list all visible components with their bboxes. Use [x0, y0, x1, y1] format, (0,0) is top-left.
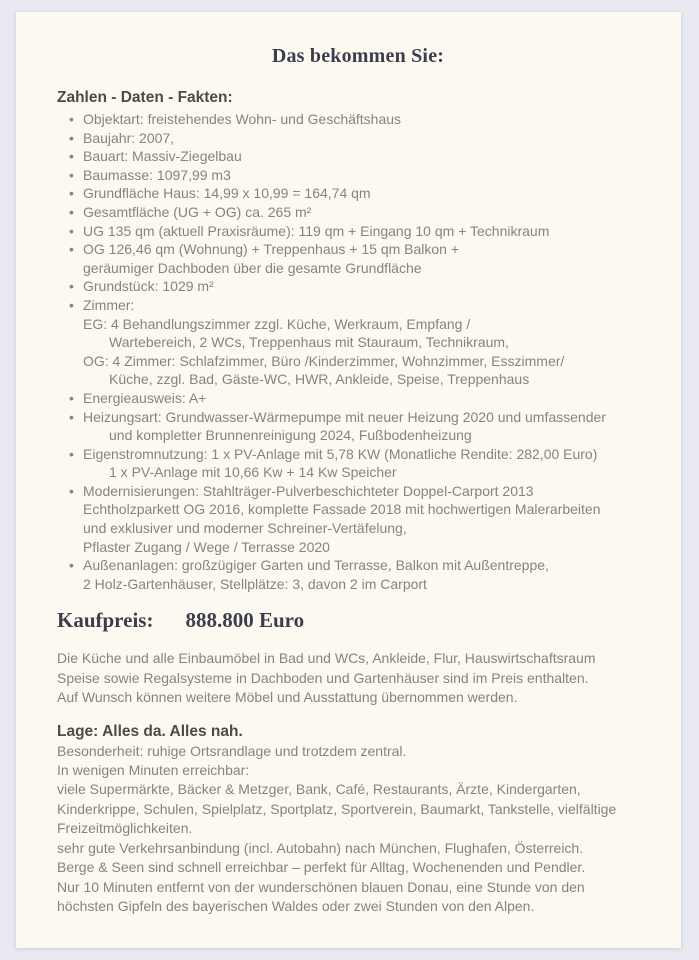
fact-line: Pflaster Zugang / Wege / Terrasse 2020	[83, 538, 330, 555]
location-heading: Lage: Alles da. Alles nah.	[57, 722, 243, 740]
included-line: Die Küche und alle Einbaumöbel in Bad und WCs, Ankleide, Flur, Hauswirtschaftsraum	[57, 650, 596, 667]
fact-line: • Bauart: Massiv-Ziegelbau	[57, 147, 659, 166]
fact-line: • Außenanlagen: großzügiger Garten und Terrasse, Balkon mit Außentreppe,	[57, 556, 659, 575]
fact-item	[57, 296, 659, 389]
page-title: Das bekommen Sie:	[271, 45, 445, 67]
fact-item	[57, 166, 659, 185]
fact-line: • UG 135 qm (aktuell Praxisräume): 119 qm + Eingang 10 qm + Technikraum	[57, 222, 659, 241]
fact-item	[57, 482, 659, 556]
fact-line: OG: 4 Zimmer: Schlafzimmer, Büro /Kinderzimmer, Wohnzimmer, Esszimmer/	[83, 352, 565, 369]
included-paragraph	[57, 649, 659, 707]
fact-line: Echtholzparkett OG 2016, komplette Fassade 2018 mit hochwertigen Malerarbeiten	[83, 501, 601, 518]
location-line: Freizeitmöglichkeiten.	[57, 820, 193, 837]
fact-line: • Zimmer:	[57, 296, 659, 315]
fact-item	[57, 389, 659, 408]
document-card	[16, 12, 681, 948]
location-line: Besonderheit: ruhige Ortsrandlage und trotzdem zentral.	[57, 742, 407, 759]
fact-line: • Baujahr: 2007,	[57, 129, 659, 148]
location-line: Berge & Seen sind schnell erreichbar – perfekt für Alltag, Wochenenden und Pendler.	[57, 859, 586, 876]
fact-line: Küche, zzgl. Bad, Gäste-WC, HWR, Ankleide, Speise, Treppenhaus	[109, 371, 530, 388]
fact-item	[57, 556, 659, 593]
fact-line: und kompletter Brunnenreinigung 2024, Fußbodenheizung	[109, 427, 472, 444]
fact-item	[57, 408, 659, 445]
fact-item	[57, 277, 659, 296]
fact-line: • OG 126,46 qm (Wohnung) + Treppenhaus + 15 qm Balkon +	[57, 240, 659, 259]
fact-item	[57, 445, 659, 482]
location-line: sehr gute Verkehrsanbindung (incl. Autobahn) nach München, Flughafen, Österreich.	[57, 839, 584, 856]
fact-line: geräumiger Dachboden über die gesamte Grundfläche	[83, 259, 422, 276]
fact-item	[57, 203, 659, 222]
fact-line: • Eigenstromnutzung: 1 x PV-Anlage mit 5,78 KW (Monatliche Rendite: 282,00 Euro)	[57, 445, 659, 464]
included-line: Auf Wunsch können weitere Möbel und Ausstattung übernommen werden.	[57, 689, 518, 706]
location-line: Nur 10 Minuten entfernt von der wunderschönen blauen Donau, eine Stunde von den	[57, 878, 585, 895]
price-row	[57, 607, 659, 633]
fact-line: • Modernisierungen: Stahlträger-Pulverbeschichteter Doppel-Carport 2013	[57, 482, 659, 501]
facts-heading: Zahlen - Daten - Fakten:	[57, 89, 233, 106]
fact-item	[57, 147, 659, 166]
fact-line: • Grundstück: 1029 m²	[57, 277, 659, 296]
price-label: Kaufpreis:	[57, 608, 154, 633]
facts-list	[57, 110, 659, 593]
fact-line: • Energieausweis: A+	[57, 389, 659, 408]
fact-line: und exklusiver und moderner Schreiner-Vertäfelung,	[83, 520, 407, 537]
location-line: viele Supermärkte, Bäcker & Metzger, Bank, Café, Restaurants, Ärzte, Kindergarten,	[57, 781, 581, 798]
fact-line: EG: 4 Behandlungszimmer zzgl. Küche, Werkraum, Empfang /	[83, 315, 471, 332]
fact-line: 2 Holz-Gartenhäuser, Stellplätze: 3, davon 2 im Carport	[83, 575, 427, 592]
fact-line: • Grundfläche Haus: 14,99 x 10,99 = 164,74 qm	[57, 184, 659, 203]
location-line: Kinderkrippe, Schulen, Spielplatz, Sportplatz, Sportverein, Baumarkt, Tankstelle, vielfältige	[57, 800, 617, 817]
fact-item	[57, 129, 659, 148]
location-paragraph	[57, 742, 659, 917]
fact-line: • Gesamtfläche (UG + OG) ca. 265 m²	[57, 203, 659, 222]
price-value: 888.800 Euro	[185, 608, 305, 633]
fact-line: • Heizungsart: Grundwasser-Wärmepumpe mit neuer Heizung 2020 und umfassender	[57, 408, 659, 427]
fact-line: • Objektart: freistehendes Wohn- und Geschäftshaus	[57, 110, 659, 129]
fact-line: 1 x PV-Anlage mit 10,66 Kw + 14 Kw Speicher	[109, 464, 397, 481]
fact-item	[57, 222, 659, 241]
fact-line: Wartebereich, 2 WCs, Treppenhaus mit Stauraum, Technikraum,	[109, 334, 509, 351]
fact-item	[57, 184, 659, 203]
location-line: höchsten Gipfeln des bayerischen Waldes oder zwei Stunden von den Alpen.	[57, 897, 535, 914]
included-line: Speise sowie Regalsysteme in Dachboden und Gartenhäuser sind im Preis enthalten.	[57, 669, 589, 686]
location-line: In wenigen Minuten erreichbar:	[57, 762, 250, 779]
fact-item	[57, 240, 659, 277]
fact-line: • Baumasse: 1097,99 m3	[57, 166, 659, 185]
fact-item	[57, 110, 659, 129]
